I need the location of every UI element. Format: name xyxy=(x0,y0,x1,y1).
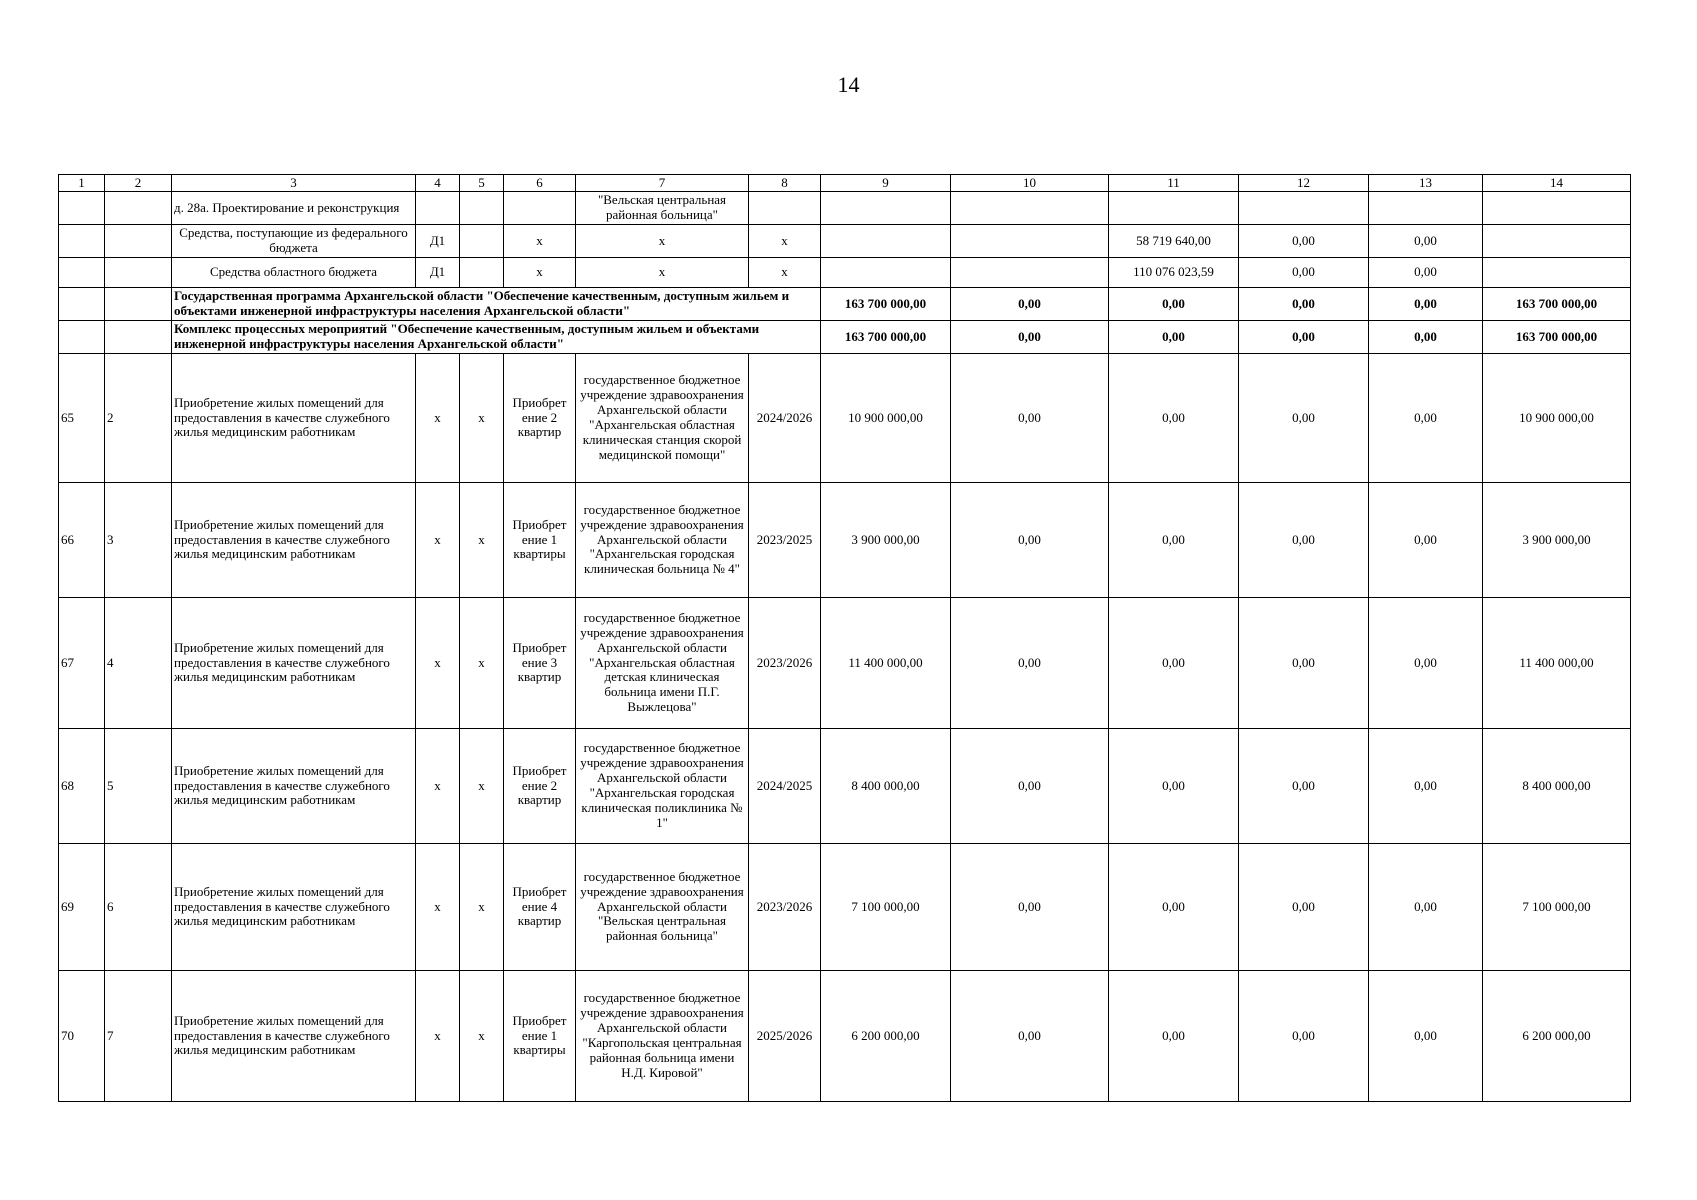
cell: х xyxy=(504,258,576,288)
capacity-cell: Приобрет ение 3 квартир xyxy=(504,598,576,729)
program-title: Государственная программа Архангельской области "Обеспечение качественным, доступным жильем и объектами инженерной инфраструктуры населения Архангельской области" xyxy=(172,288,821,321)
amount-cell: 0,00 xyxy=(1109,321,1239,354)
column-header: 7 xyxy=(576,175,749,192)
cell: х xyxy=(416,598,460,729)
amount-cell: 0,00 xyxy=(1369,354,1483,483)
amount-cell: 0,00 xyxy=(951,354,1109,483)
amount-cell: 163 700 000,00 xyxy=(821,321,951,354)
column-header: 6 xyxy=(504,175,576,192)
amount-cell: 0,00 xyxy=(951,844,1109,971)
continuation-description: д. 28а. Проектирование и реконструкция xyxy=(172,192,416,225)
cell: х xyxy=(416,483,460,598)
row-description: Приобретение жилых помещений для предоставления в качестве служебного жилья медицинским работникам xyxy=(172,598,416,729)
column-header: 12 xyxy=(1239,175,1369,192)
cell: х xyxy=(576,258,749,288)
amount-cell: 0,00 xyxy=(1109,844,1239,971)
cell: х xyxy=(504,225,576,258)
cell: х xyxy=(576,225,749,258)
row-description: Приобретение жилых помещений для предоставления в качестве служебного жилья медицинским работникам xyxy=(172,483,416,598)
capacity-cell: Приобрет ение 1 квартиры xyxy=(504,971,576,1102)
row-number: 67 xyxy=(59,598,105,729)
amount-cell: 0,00 xyxy=(1369,258,1483,288)
table-row xyxy=(59,598,1631,729)
capacity-cell: Приобрет ение 4 квартир xyxy=(504,844,576,971)
amount-cell: 0,00 xyxy=(951,971,1109,1102)
amount-cell: 0,00 xyxy=(1239,258,1369,288)
amount-cell: 0,00 xyxy=(1239,354,1369,483)
cell: х xyxy=(460,354,504,483)
amount-cell: 0,00 xyxy=(1109,483,1239,598)
organization-cell: государственное бюджетное учреждение здравоохранения Архангельской области "Архангельская городская клиническая поликлиника № 1" xyxy=(576,729,749,844)
cell: х xyxy=(749,225,821,258)
row-description: Приобретение жилых помещений для предоставления в качестве служебного жилья медицинским работникам xyxy=(172,844,416,971)
column-header: 11 xyxy=(1109,175,1239,192)
amount-cell: 8 400 000,00 xyxy=(821,729,951,844)
column-header: 14 xyxy=(1483,175,1631,192)
column-header: 3 xyxy=(172,175,416,192)
cell: х xyxy=(460,598,504,729)
amount-cell: 0,00 xyxy=(1369,483,1483,598)
period-cell: 2024/2025 xyxy=(749,729,821,844)
amount-cell: 0,00 xyxy=(951,288,1109,321)
amount-cell: 0,00 xyxy=(1109,729,1239,844)
funding-source-name: Средства областного бюджета xyxy=(172,258,416,288)
funding-source-row xyxy=(59,225,1631,258)
amount-cell: 0,00 xyxy=(1369,729,1483,844)
amount-cell: 3 900 000,00 xyxy=(821,483,951,598)
amount-cell: 58 719 640,00 xyxy=(1109,225,1239,258)
row-number: 66 xyxy=(59,483,105,598)
period-cell: 2023/2025 xyxy=(749,483,821,598)
column-header: 1 xyxy=(59,175,105,192)
sub-number: 6 xyxy=(105,844,172,971)
table-row xyxy=(59,971,1631,1102)
period-cell: 2023/2026 xyxy=(749,598,821,729)
sub-number: 3 xyxy=(105,483,172,598)
cell: х xyxy=(460,483,504,598)
column-header: 4 xyxy=(416,175,460,192)
amount-cell: 0,00 xyxy=(1109,288,1239,321)
period-cell: 2023/2026 xyxy=(749,844,821,971)
row-number: 65 xyxy=(59,354,105,483)
amount-cell: 11 400 000,00 xyxy=(821,598,951,729)
amount-cell: 0,00 xyxy=(1239,598,1369,729)
period-cell: 2025/2026 xyxy=(749,971,821,1102)
amount-cell: 0,00 xyxy=(951,598,1109,729)
amount-cell: 0,00 xyxy=(1239,844,1369,971)
program-total-row xyxy=(59,288,1631,321)
table-row xyxy=(59,483,1631,598)
sub-number: 4 xyxy=(105,598,172,729)
continuation-organization: "Вельская центральная районная больница" xyxy=(576,192,749,225)
amount-cell: 0,00 xyxy=(1239,971,1369,1102)
row-description: Приобретение жилых помещений для предоставления в качестве служебного жилья медицинским работникам xyxy=(172,971,416,1102)
organization-cell: государственное бюджетное учреждение здравоохранения Архангельской области "Вельская центральная районная больница" xyxy=(576,844,749,971)
amount-cell: 0,00 xyxy=(1369,598,1483,729)
organization-cell: государственное бюджетное учреждение здравоохранения Архангельской области "Архангельская областная клиническая станция скорой медицинской помощи" xyxy=(576,354,749,483)
organization-cell: государственное бюджетное учреждение здравоохранения Архангельской области "Архангельская областная детская клиническая больница имени П.Г. Выжлецова" xyxy=(576,598,749,729)
complex-title: Комплекс процессных мероприятий "Обеспечение качественным, доступным жильем и объектами инженерной инфраструктуры населения Архангельской области" xyxy=(172,321,821,354)
amount-cell: 7 100 000,00 xyxy=(1483,844,1631,971)
row-number: 70 xyxy=(59,971,105,1102)
header-row xyxy=(59,175,1631,192)
capacity-cell: Приобрет ение 2 квартир xyxy=(504,729,576,844)
amount-cell: 0,00 xyxy=(1369,321,1483,354)
row-number: 68 xyxy=(59,729,105,844)
amount-cell: 0,00 xyxy=(1109,354,1239,483)
column-header: 2 xyxy=(105,175,172,192)
amount-cell: 6 200 000,00 xyxy=(821,971,951,1102)
amount-cell: 163 700 000,00 xyxy=(821,288,951,321)
amount-cell: 0,00 xyxy=(1369,225,1483,258)
row-description: Приобретение жилых помещений для предоставления в качестве служебного жилья медицинским работникам xyxy=(172,354,416,483)
amount-cell: 0,00 xyxy=(1109,598,1239,729)
amount-cell: 7 100 000,00 xyxy=(821,844,951,971)
sub-number: 5 xyxy=(105,729,172,844)
amount-cell: 0,00 xyxy=(1369,971,1483,1102)
cell: х xyxy=(460,729,504,844)
amount-cell: 0,00 xyxy=(951,483,1109,598)
amount-cell: 110 076 023,59 xyxy=(1109,258,1239,288)
amount-cell: 0,00 xyxy=(1369,288,1483,321)
amount-cell: 10 900 000,00 xyxy=(821,354,951,483)
capacity-cell: Приобрет ение 1 квартиры xyxy=(504,483,576,598)
sub-number: 7 xyxy=(105,971,172,1102)
column-header: 13 xyxy=(1369,175,1483,192)
amount-cell: 0,00 xyxy=(951,729,1109,844)
amount-cell: 0,00 xyxy=(1239,288,1369,321)
sub-number: 2 xyxy=(105,354,172,483)
complex-total-row xyxy=(59,321,1631,354)
amount-cell: 0,00 xyxy=(1109,971,1239,1102)
row-number: 69 xyxy=(59,844,105,971)
amount-cell: 10 900 000,00 xyxy=(1483,354,1631,483)
budget-table xyxy=(58,174,1631,1102)
cell: х xyxy=(416,971,460,1102)
amount-cell: 0,00 xyxy=(1239,483,1369,598)
funding-code: Д1 xyxy=(416,258,460,288)
column-header: 5 xyxy=(460,175,504,192)
column-header: 10 xyxy=(951,175,1109,192)
amount-cell: 3 900 000,00 xyxy=(1483,483,1631,598)
funding-source-name: Средства, поступающие из федерального бюджета xyxy=(172,225,416,258)
cell: х xyxy=(416,729,460,844)
cell: х xyxy=(460,971,504,1102)
column-header: 9 xyxy=(821,175,951,192)
amount-cell: 8 400 000,00 xyxy=(1483,729,1631,844)
amount-cell: 163 700 000,00 xyxy=(1483,288,1631,321)
cell: х xyxy=(416,354,460,483)
period-cell: 2024/2026 xyxy=(749,354,821,483)
table-row xyxy=(59,354,1631,483)
table-row xyxy=(59,844,1631,971)
funding-source-row xyxy=(59,258,1631,288)
continuation-row xyxy=(59,192,1631,225)
amount-cell: 0,00 xyxy=(1239,729,1369,844)
cell: х xyxy=(749,258,821,288)
column-header: 8 xyxy=(749,175,821,192)
amount-cell: 6 200 000,00 xyxy=(1483,971,1631,1102)
cell: х xyxy=(460,844,504,971)
cell: х xyxy=(416,844,460,971)
table-row xyxy=(59,729,1631,844)
amount-cell: 11 400 000,00 xyxy=(1483,598,1631,729)
amount-cell: 0,00 xyxy=(951,321,1109,354)
funding-code: Д1 xyxy=(416,225,460,258)
organization-cell: государственное бюджетное учреждение здравоохранения Архангельской области "Архангельская городская клиническая больница № 4" xyxy=(576,483,749,598)
organization-cell: государственное бюджетное учреждение здравоохранения Архангельской области "Каргопольская центральная районная больница имени Н.Д. Кировой" xyxy=(576,971,749,1102)
amount-cell: 163 700 000,00 xyxy=(1483,321,1631,354)
amount-cell: 0,00 xyxy=(1239,321,1369,354)
amount-cell: 0,00 xyxy=(1239,225,1369,258)
row-description: Приобретение жилых помещений для предоставления в качестве служебного жилья медицинским работникам xyxy=(172,729,416,844)
page-number: 14 xyxy=(837,72,860,97)
amount-cell: 0,00 xyxy=(1369,844,1483,971)
capacity-cell: Приобрет ение 2 квартир xyxy=(504,354,576,483)
